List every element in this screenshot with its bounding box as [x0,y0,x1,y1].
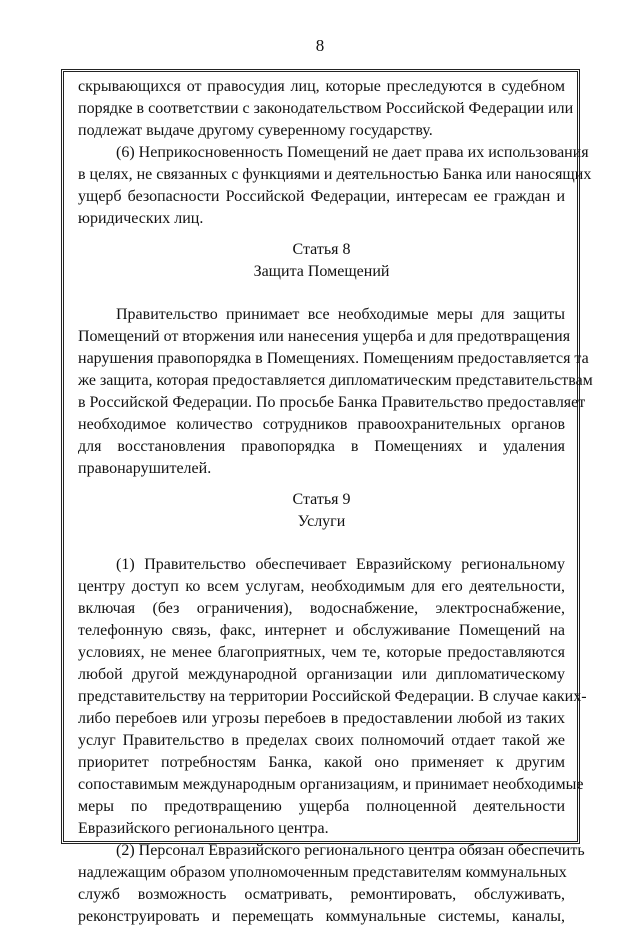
text-line: либо перебоев или угрозы перебоев в предоставлении любой из таких [78,710,565,727]
text-line: включая (без ограничения), водоснабжение, электроснабжение, [78,600,565,617]
paragraph-article-8 [78,304,593,480]
text-line: для восстановления правопорядка в Помещениях и удаления [78,438,565,455]
text-line: в Российской Федерации. По просьбе Банка Правительство предоставляет [78,394,586,411]
text-line: Помещений от вторжения или нанесения ущерба и для предотвращения [78,328,571,345]
text-line: Евразийского регионального центра. [78,820,329,837]
text-line: ущерб безопасности Российской Федерации, интересам ее граждан и [78,188,565,205]
text-line: любой другой международной организации или дипломатическому [78,666,565,683]
text-line: услуг Правительство в пределах своих полномочий отдает такой же [78,732,565,749]
text-line: юридических лиц. [78,210,204,227]
text-line: центру доступ ко всем услугам, необходимым для его деятельности, [78,578,565,595]
text-line: телефонную связь, факс, интернет и обслуживание Помещений на [78,622,565,639]
article-9-heading [78,489,565,533]
text-line: сопоставимым международным организациям, и принимает необходимые [78,776,584,793]
text-line: порядке в соответствии с законодательством Российской Федерации или [78,100,574,117]
page-number: 8 [315,36,325,55]
text-line: подлежат выдаче другому суверенному государству. [78,122,433,139]
text-line: Правительство принимает все необходимые меры для защиты [116,306,565,323]
text-line: (1) Правительство обеспечивает Евразийскому региональному [116,556,565,573]
text-line: правонарушителей. [78,460,212,477]
text-line: скрывающихся от правосудия лиц, которые преследуются в судебном [78,78,565,95]
text-line: надлежащим образом уполномоченным представителям коммунальных [78,864,567,881]
text-line: реконструировать и перемещать коммунальные системы, каналы, [78,908,565,925]
article-8-heading [78,239,565,283]
article-number: Статья 8 [292,241,351,258]
article-number: Статья 9 [292,491,351,508]
text-line: нарушения правопорядка в Помещениях. Помещениям предоставляется та [78,350,589,367]
text-line: представительству на территории Российской Федерации. В случае каких- [78,688,587,705]
text-line: служб возможность осматривать, ремонтировать, обслуживать, [78,886,565,903]
text-line: в целях, не связанных с функциями и деятельностью Банка или наносящих [78,166,592,183]
document-body [78,76,593,928]
text-line: же защита, которая предоставляется дипломатическим представительствам [78,372,593,389]
text-line: (6) Неприкосновенность Помещений не дает права их использования [116,144,589,161]
text-line: приоритет потребностям Банка, какой оно применяет к другим [78,754,565,771]
text-line: условиях, не менее благоприятных, чем те, которые предоставляются [78,644,565,661]
paragraph-clause-6 [78,142,592,230]
article-title: Услуги [297,513,346,530]
paragraph-continuation [78,76,574,142]
text-line: меры по предотвращению ущерба полноценной деятельности [78,798,565,815]
article-title: Защита Помещений [253,263,390,280]
paragraph-clause-2 [78,840,585,928]
paragraph-clause-1 [78,554,587,840]
text-line: необходимое количество сотрудников правоохранительных органов [78,416,565,433]
document-frame [61,69,593,925]
text-line: (2) Персонал Евразийского регионального центра обязан обеспечить [116,842,585,859]
